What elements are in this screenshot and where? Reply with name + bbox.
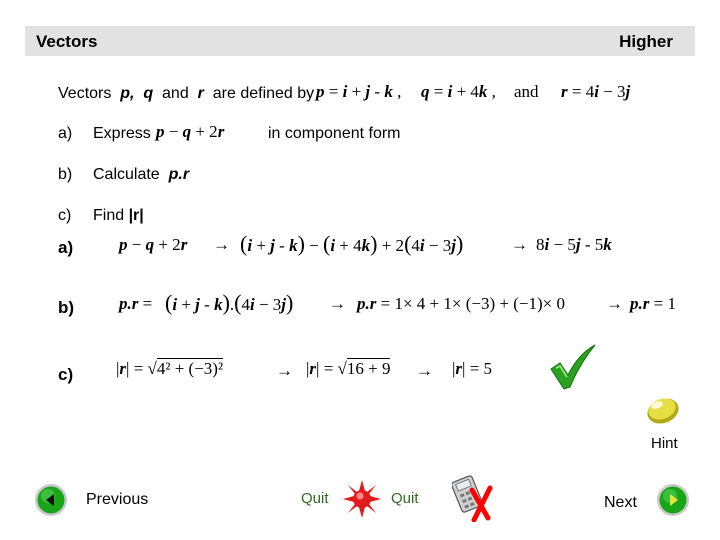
answer-c-arrow: → [276,361,293,380]
definition-and: and [514,82,539,101]
question-a-tail: in component form [268,125,401,142]
quit-label-right[interactable]: Quit [391,490,419,507]
answer-a-arrow: → [213,235,230,254]
intro-r: r [197,85,204,102]
intro-p: p, [120,85,135,102]
next-arrow-icon[interactable] [656,483,690,517]
question-a-label: a) [58,125,73,142]
quit-sun-icon[interactable] [342,479,382,519]
answer-c-step: |r| = √16 + 9 [306,359,391,378]
calculator-cross-icon [452,472,498,522]
definition-r: r = 4i − 3j [561,82,631,101]
answer-a-lhs: p − q + 2r [119,235,188,254]
question-a-expression: p − q + 2r [156,122,225,141]
header-bar [25,26,695,56]
intro-q: q [143,85,154,102]
question-b: Calculate p.r [93,166,190,183]
answer-b-label: b) [58,298,75,317]
answer-c-result: |r| = 5 [452,359,493,378]
definition-p: p = i + j - k , [316,82,402,101]
intro-defined: are defined by [212,85,315,102]
definition-q: q = i + 4k , [421,82,496,101]
answer-b-lhs: p.r = [119,294,153,313]
question-c-label: c) [58,207,72,224]
answer-b-calculation: p.r = 1× 4 + 1× (−3) + (−1)× 0 [357,294,565,313]
answer-c-magnitude: |r| = √4² + (−3)² [116,359,224,378]
previous-button[interactable]: Previous [86,491,149,508]
answer-c-arrow-2: → [416,361,433,380]
question-a-word: Express [93,125,151,142]
answer-a-label: a) [58,238,74,257]
quit-label-left[interactable]: Quit [301,490,329,507]
intro-and: and [162,85,189,102]
hint-label[interactable]: Hint [651,435,678,452]
level-label: Higher [619,32,673,51]
answer-a-substitution: (i + j - k) − (i + 4k) + 2(4i − 3j) [240,231,464,256]
next-button[interactable]: Next [604,494,637,511]
answer-b-result: p.r = 1 [630,294,676,313]
question-c: Find |r| [93,207,144,224]
answer-b-arrow: → [329,294,346,313]
previous-arrow-icon[interactable] [34,483,68,517]
check-icon [548,343,598,391]
answer-a-result: 8i − 5j - 5k [536,235,612,254]
answer-a-arrow-2: → [511,235,528,254]
hint-bulb-icon[interactable] [644,393,682,425]
answer-c-label: c) [58,365,74,384]
intro-text: Vectors [58,85,112,102]
question-b-label: b) [58,166,73,183]
answer-b-substitution: (i + j - k).(4i − 3j) [165,290,294,315]
page-title: Vectors [36,32,98,51]
intro-line [58,85,314,103]
answer-b-arrow-2: → [606,294,623,313]
